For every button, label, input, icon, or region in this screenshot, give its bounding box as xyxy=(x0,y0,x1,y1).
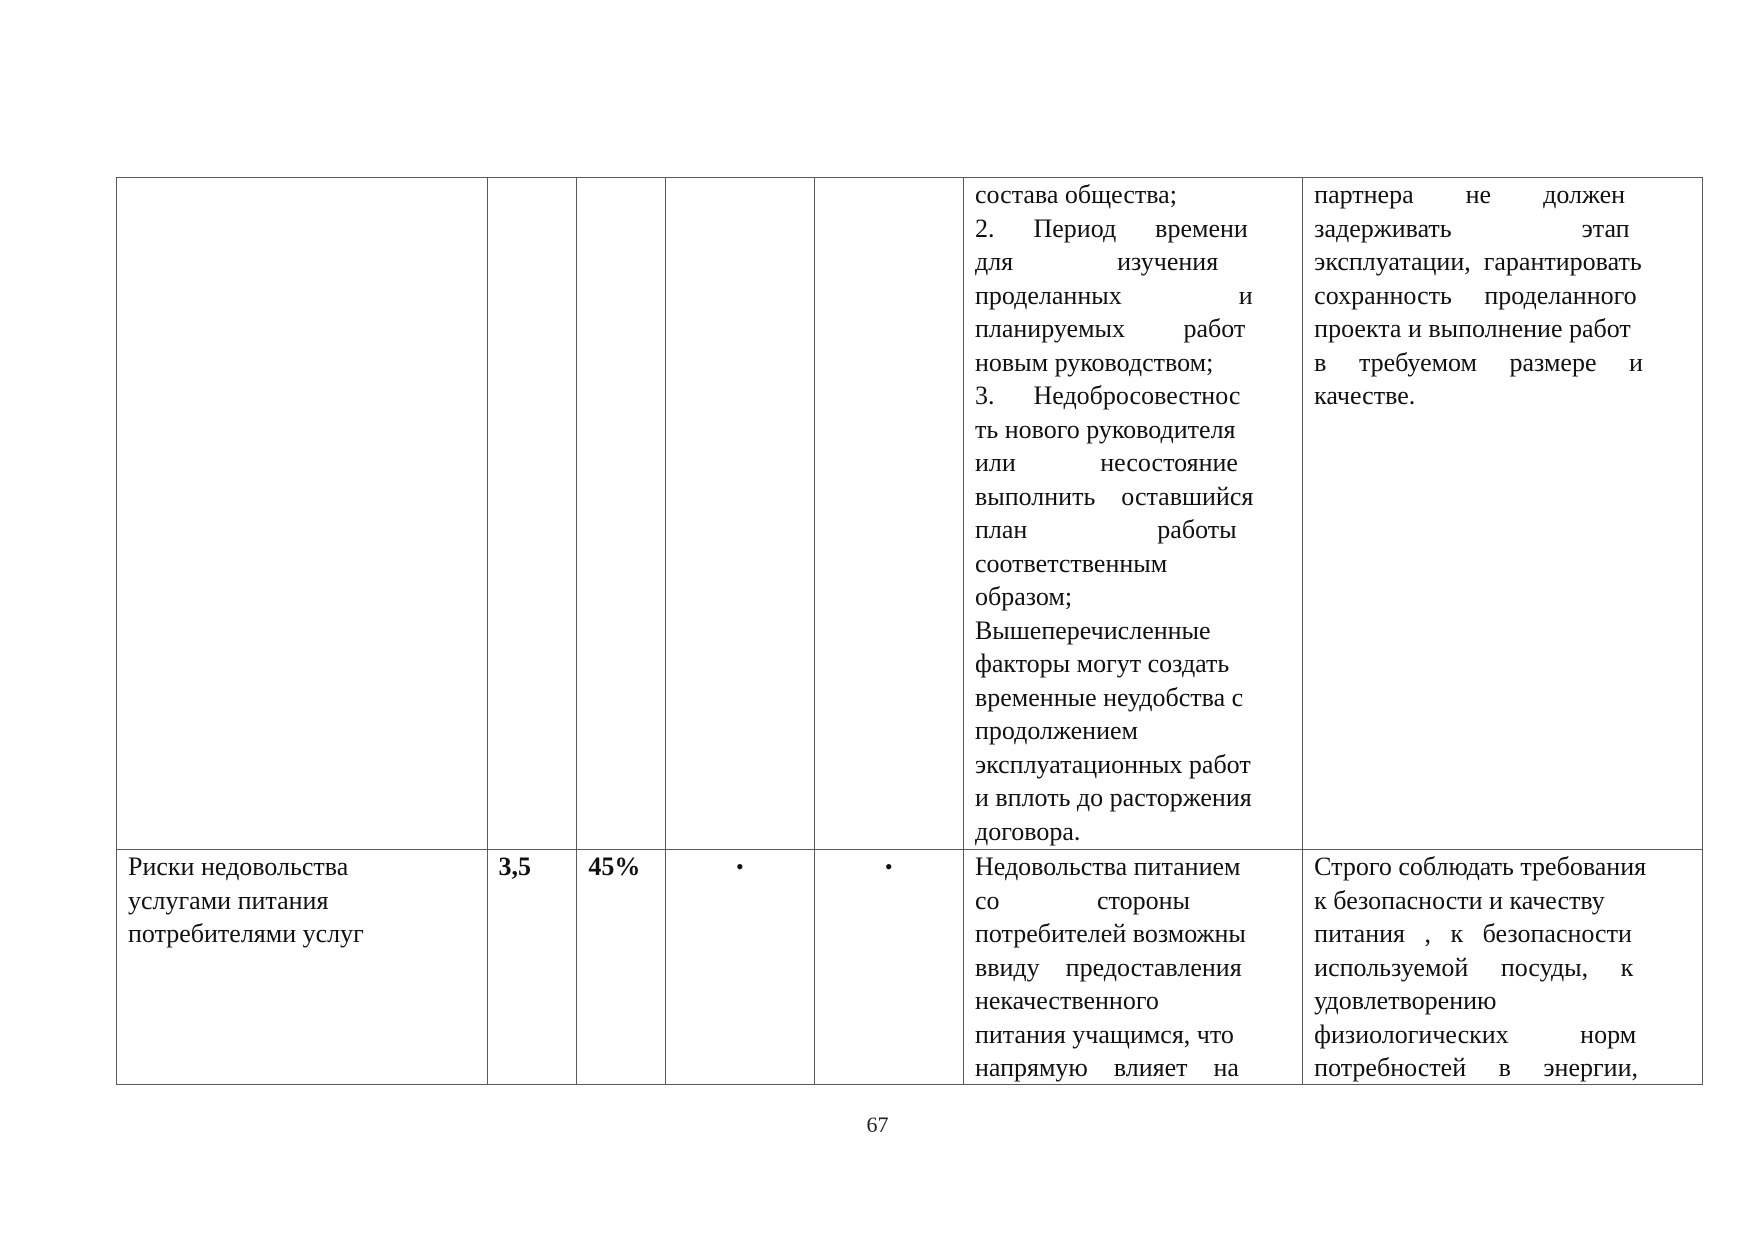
table-row xyxy=(117,178,1703,850)
text-line: эксплуатационных работ xyxy=(974,749,1251,779)
text-line: Вышеперечисленные xyxy=(974,615,1211,645)
text-line: Недовольства питанием xyxy=(974,852,1241,881)
text-line: факторы могут создать xyxy=(974,649,1230,678)
text-line: потребностей в энергии, xyxy=(1314,1053,1638,1082)
text-line: ть нового руководителя xyxy=(974,414,1236,444)
text-line: питания учащимся, что xyxy=(974,1019,1234,1049)
text-line: 2. Период времени xyxy=(974,213,1248,243)
text-line: или несостояние xyxy=(974,448,1238,477)
text-line: используемой посуды, к xyxy=(1314,952,1634,982)
text-line: планируемых работ xyxy=(974,314,1246,343)
measures-cell xyxy=(1303,178,1703,850)
text-line: потребителей возможны xyxy=(974,919,1246,948)
text-line: ввиду предоставления xyxy=(974,952,1242,982)
risk-name-cell xyxy=(117,178,488,850)
text-line: физиологических норм xyxy=(1314,1019,1637,1049)
text-line: договора. xyxy=(974,816,1081,846)
measures-text xyxy=(1303,850,1702,1084)
description-cell xyxy=(963,850,1302,1085)
score-value: 3,5 xyxy=(498,852,531,881)
marker-a-cell xyxy=(666,850,814,1085)
text-line: выполнить оставшийся xyxy=(974,481,1254,511)
bullet-marker: • xyxy=(736,854,744,879)
text-line: некачественного xyxy=(974,986,1159,1015)
probability-value: 45% xyxy=(588,852,641,881)
text-line: образом; xyxy=(974,582,1073,611)
text-line: удовлетворению xyxy=(1314,986,1497,1015)
score-cell xyxy=(487,850,577,1085)
text-line: качестве. xyxy=(1314,381,1416,410)
text-line: к безопасности и качеству xyxy=(1314,885,1605,915)
text-line: 3. Недобросовестнос xyxy=(974,381,1241,410)
marker-a-cell xyxy=(666,178,814,850)
score-cell xyxy=(487,178,577,850)
risk-name-text xyxy=(117,850,487,951)
text-line: проекта и выполнение работ xyxy=(1314,314,1631,343)
text-line: эксплуатации, гарантировать xyxy=(1314,247,1642,276)
text-line: со стороны xyxy=(974,885,1190,915)
text-line: Риски недовольства xyxy=(128,852,349,881)
risk-table xyxy=(116,177,1703,1085)
risk-name-cell xyxy=(117,850,488,1085)
measures-text xyxy=(1303,178,1702,413)
text-line: в требуемом размере и xyxy=(1314,347,1643,377)
text-line: питания , к безопасности xyxy=(1314,919,1632,948)
text-line: партнера не должен xyxy=(1314,180,1626,209)
description-text xyxy=(964,850,1302,1084)
description-cell xyxy=(963,178,1302,850)
text-line: продолжением xyxy=(974,716,1138,745)
text-line: задерживать этап xyxy=(1314,213,1630,243)
text-line: план работы xyxy=(974,515,1237,544)
text-line: новым руководством; xyxy=(974,347,1214,377)
text-line: для изучения xyxy=(974,247,1219,276)
probability-cell xyxy=(577,178,666,850)
text-line: проделанных и xyxy=(974,280,1253,310)
marker-b-cell xyxy=(814,178,963,850)
description-text xyxy=(964,178,1302,848)
text-line: сохранность проделанного xyxy=(1314,280,1637,310)
probability-cell xyxy=(577,850,666,1085)
text-line: временные неудобства с xyxy=(974,682,1244,712)
text-line: соответственным xyxy=(974,548,1168,578)
page-number: 67 xyxy=(866,1112,889,1137)
measures-cell xyxy=(1303,850,1703,1085)
text-line: состава общества; xyxy=(974,180,1177,209)
text-line: услугами питания xyxy=(128,885,329,915)
marker-b-cell xyxy=(814,850,963,1085)
bullet-marker: • xyxy=(884,854,893,879)
text-line: и вплоть до расторжения xyxy=(974,783,1252,812)
text-line: потребителями услуг xyxy=(128,919,364,948)
text-line: Строго соблюдать требования xyxy=(1314,852,1647,881)
table-row xyxy=(117,850,1703,1085)
text-line: напрямую влияет на xyxy=(974,1053,1239,1082)
